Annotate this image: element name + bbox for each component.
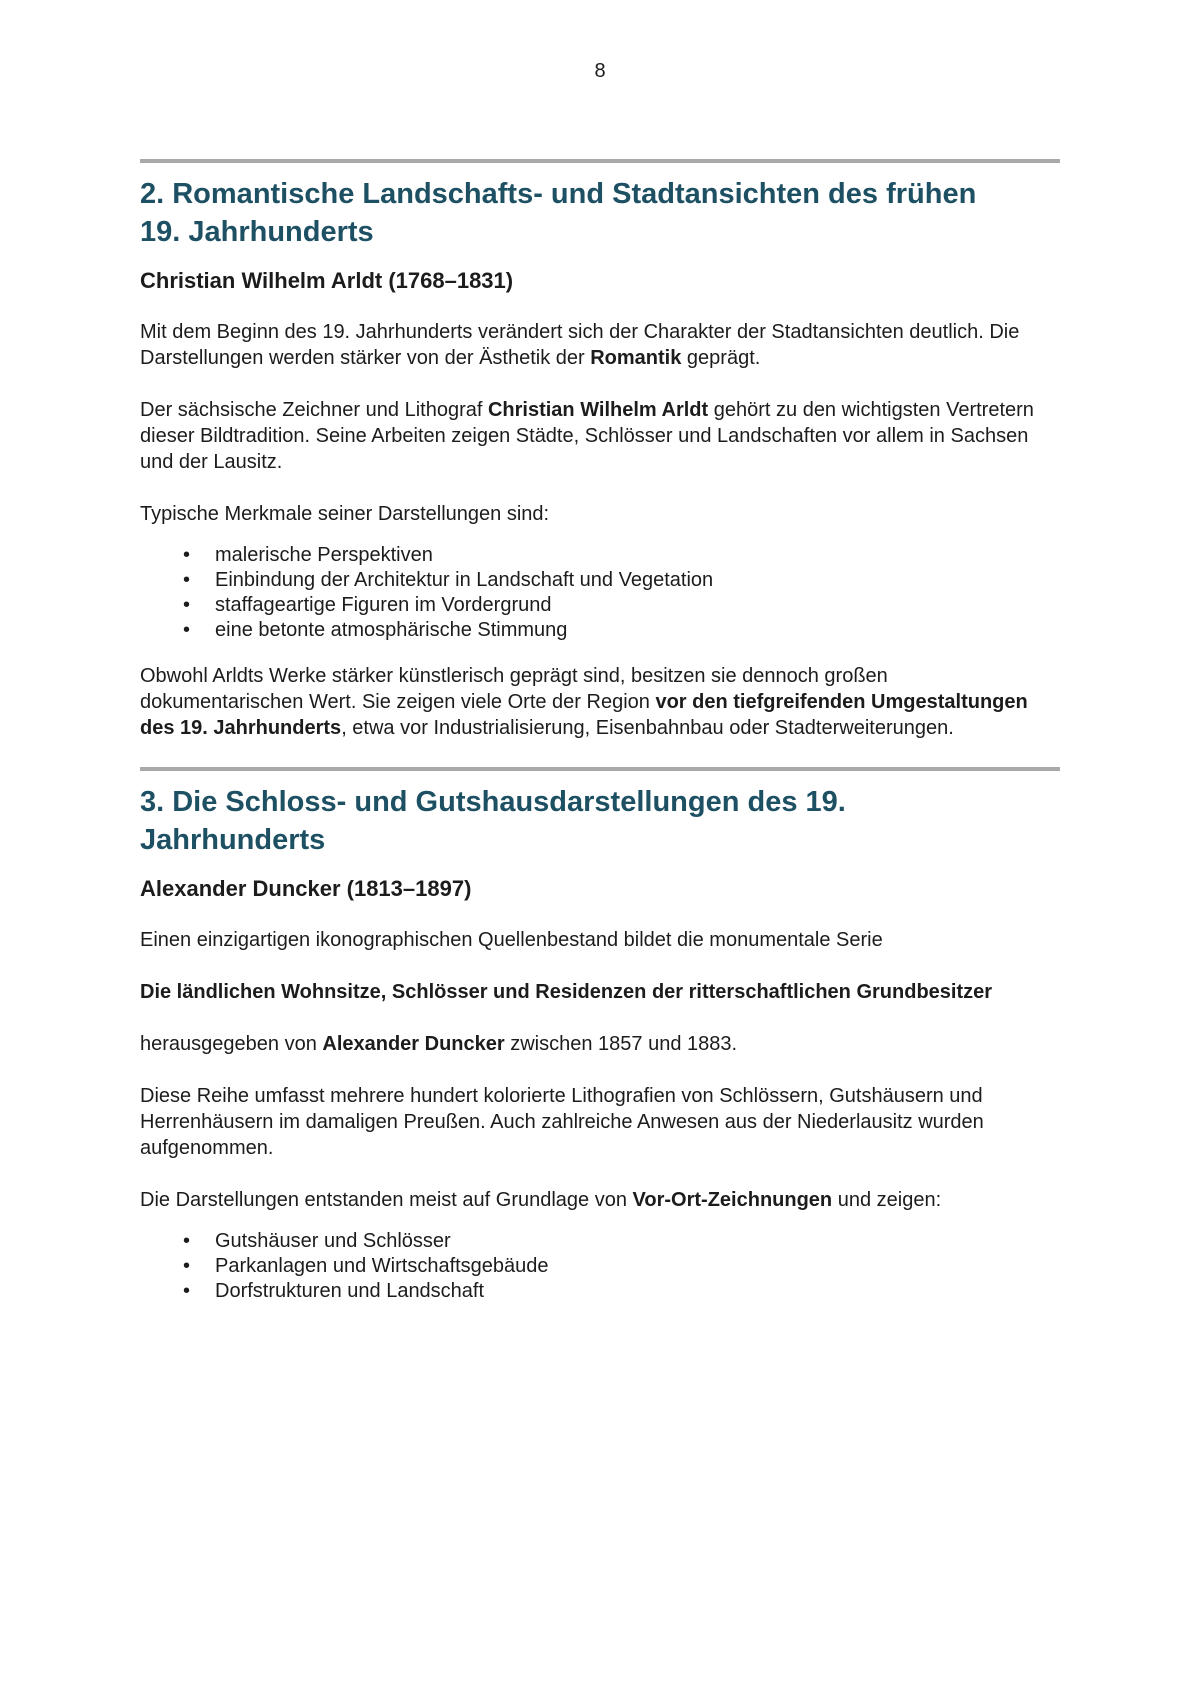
body-text: , etwa vor Industrialisierung, Eisenbahnbau oder Stadterweiterungen.	[341, 717, 954, 739]
section-divider	[140, 767, 1060, 771]
bold-text: Die ländlichen Wohnsitze, Schlösser und Residenzen der ritterschaftlichen Grundbesitzer	[140, 981, 993, 1003]
body-text: und zeigen:	[832, 1189, 942, 1211]
body-text: Der sächsische Zeichner und Lithograf	[140, 399, 488, 421]
document-section-3	[140, 767, 1060, 1304]
body-text: Obwohl Arldts Werke stärker künstlerisch geprägt sind, besitzen sie dennoch großen dokumentarischen Wert. Sie zeigen viele Orte der Region	[140, 665, 888, 713]
paragraph	[140, 663, 1045, 741]
paragraph	[140, 319, 1045, 371]
paragraph	[140, 501, 1045, 527]
paragraph	[140, 927, 1045, 953]
paragraph	[140, 1031, 1045, 1057]
subsection-heading: Alexander Duncker (1813–1897)	[140, 876, 472, 901]
paragraph	[140, 1187, 1045, 1213]
body-text: geprägt.	[681, 347, 761, 369]
paragraph	[140, 979, 1045, 1005]
body-text: Typische Merkmale seiner Darstellungen sind:	[140, 503, 550, 525]
body-text: Mit dem Beginn des 19. Jahrhunderts verändert sich der Charakter der Stadtansichten deutlich. Die Darstellungen werden stärker von der Ästhetik der	[140, 321, 1020, 369]
paragraph	[140, 397, 1045, 475]
paragraph	[140, 1083, 1045, 1161]
body-text: Die Darstellungen entstanden meist auf Grundlage von	[140, 1189, 633, 1211]
body-text: zwischen 1857 und 1883.	[504, 1033, 738, 1055]
list-item: • staffageartige Figuren im Vordergrund	[183, 593, 1043, 618]
bold-text: Romantik	[590, 347, 682, 369]
list-item: • Dorfstrukturen und Landschaft	[183, 1279, 1043, 1304]
subsection-heading: Christian Wilhelm Arldt (1768–1831)	[140, 268, 514, 293]
section-heading: 3. Die Schloss- und Gutshausdarstellungen des 19. Jahrhunderts	[140, 786, 846, 856]
list-item: • Parkanlagen und Wirtschaftsgebäude	[183, 1254, 1043, 1279]
document-section-2	[140, 159, 1060, 741]
list-item: • Gutshäuser und Schlösser	[183, 1229, 1043, 1254]
bullet-list	[140, 543, 1060, 643]
document-body	[140, 159, 1060, 1304]
section-heading: 2. Romantische Landschafts- und Stadtansichten des frühen 19. Jahrhunderts	[140, 178, 977, 248]
body-text: Einen einzigartigen ikonographischen Quellenbestand bildet die monumentale Serie	[140, 929, 883, 951]
body-text: herausgegeben von	[140, 1033, 323, 1055]
page-number: 8	[594, 60, 606, 82]
section-divider	[140, 159, 1060, 163]
list-item: • eine betonte atmosphärische Stimmung	[183, 618, 1043, 643]
list-item: • malerische Perspektiven	[183, 543, 1043, 568]
bold-text: Alexander Duncker	[322, 1033, 505, 1055]
list-item: • Einbindung der Architektur in Landschaft und Vegetation	[183, 568, 1043, 593]
bold-text: Christian Wilhelm Arldt	[487, 399, 709, 421]
body-text: gehört zu den wichtigsten Vertretern dieser Bildtradition. Seine Arbeiten zeigen Städte, Schlösser und Landschaften vor allem in Sachsen und der Lausitz.	[140, 399, 1034, 473]
body-text: Diese Reihe umfasst mehrere hundert kolorierte Lithografien von Schlössern, Gutshäusern und Herrenhäusern im damaligen Preußen. Auch zahlreiche Anwesen aus der Niederlausitz wurden aufgenommen.	[140, 1085, 984, 1159]
bold-text: Vor-Ort-Zeichnungen	[632, 1189, 833, 1211]
bullet-list	[140, 1229, 1060, 1304]
bold-text: vor den tiefgreifenden Umgestaltungen des 19. Jahrhunderts	[140, 691, 1028, 739]
